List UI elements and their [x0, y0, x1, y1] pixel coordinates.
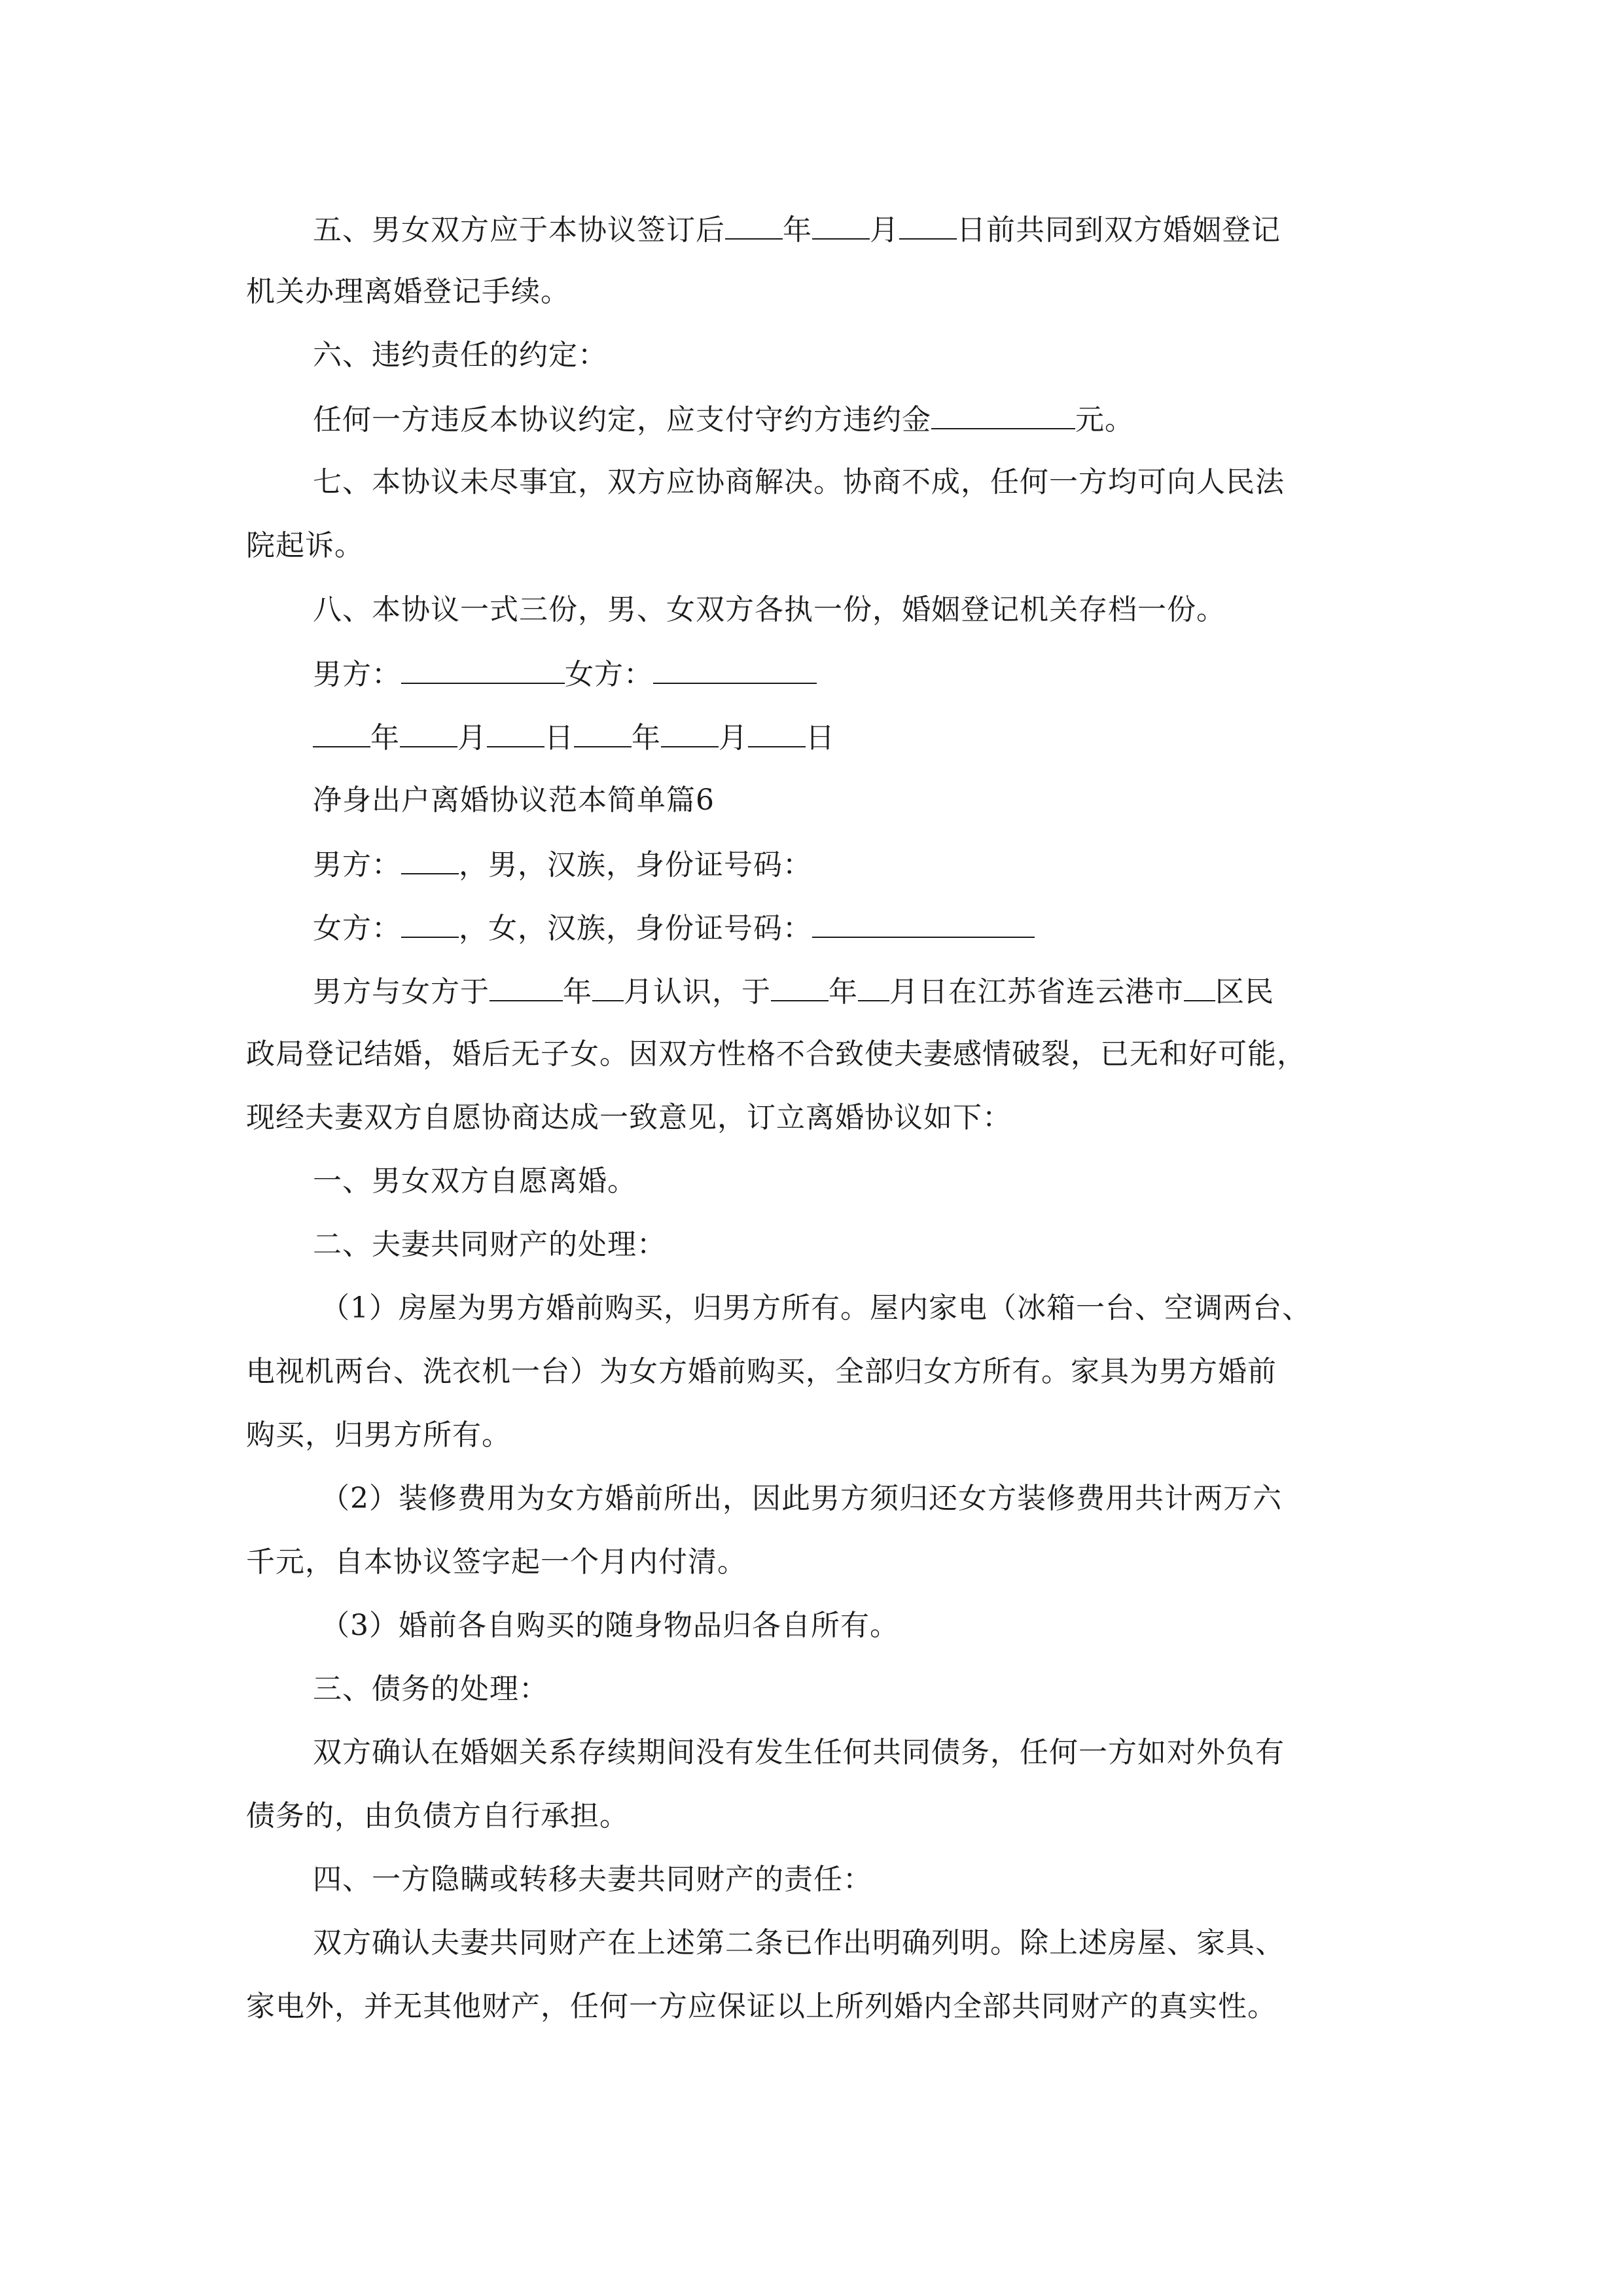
year-blank[interactable]	[574, 717, 632, 747]
clause-7-line-1	[313, 463, 1285, 502]
text: 年	[563, 975, 592, 1009]
text: 净身出户离婚协议范本简单篇6	[313, 783, 715, 817]
text: 日	[806, 721, 835, 755]
item-4-heading	[313, 1860, 872, 1899]
clause-6-heading	[313, 336, 607, 375]
item-3-body-line-1	[313, 1733, 1285, 1772]
day-blank[interactable]	[899, 209, 957, 240]
text: 债务的，由负债方自行承担。	[246, 1799, 629, 1833]
text: 月	[870, 213, 899, 247]
female-party-line	[313, 908, 1035, 947]
meet-year-blank[interactable]	[490, 971, 563, 1001]
text: 年	[783, 213, 812, 247]
text: 年	[370, 721, 400, 755]
text: （1）房屋为男方婚前购买，归男方所有。屋内家电（冰箱一台、空调两台、	[321, 1291, 1311, 1325]
text: 千元，自本协议签字起一个月内付清。	[246, 1545, 747, 1579]
section-title	[313, 781, 715, 820]
text: 女方：	[565, 658, 653, 691]
item-3-body-line-2	[246, 1797, 629, 1836]
text: 家电外，并无其他财产，任何一方应保证以上所列婚内全部共同财产的真实性。	[246, 1990, 1277, 2023]
text: 双方确认在婚姻关系存续期间没有发生任何共同债务，任何一方如对外负有	[313, 1736, 1285, 1769]
year-blank[interactable]	[313, 717, 370, 747]
month-blank[interactable]	[400, 717, 457, 747]
text: 年	[632, 721, 661, 755]
clause-6-body	[313, 399, 1134, 439]
item-3-heading	[313, 1670, 548, 1709]
item-2-1-line-3	[246, 1416, 511, 1455]
text: 政局登记结婚，婚后无子女。因双方性格不合致使夫妻感情破裂，已无和好可能，	[246, 1037, 1306, 1071]
text: （2）装修费用为女方婚前所出，因此男方须归还女方装修费用共计两万六	[321, 1482, 1282, 1515]
text: 三、债务的处理：	[313, 1672, 548, 1706]
text: 日	[544, 721, 574, 755]
signature-date-line	[313, 717, 835, 757]
signature-line	[313, 654, 817, 693]
item-2-1-line-2	[246, 1352, 1277, 1391]
item-2-2-line-1	[321, 1479, 1282, 1518]
item-2-1-line-1	[321, 1289, 1311, 1328]
text: 男方与女方于	[313, 975, 490, 1009]
intro-line-1	[313, 971, 1274, 1011]
female-id-blank[interactable]	[812, 908, 1035, 938]
text: 机关办理离婚登记手续。	[246, 275, 570, 308]
clause-7-line-2	[246, 526, 364, 565]
text: 购买，归男方所有。	[246, 1418, 511, 1452]
item-4-body-line-1	[313, 1924, 1285, 1963]
text: 女方：	[313, 912, 401, 945]
text: ，男，汉族，身份证号码：	[459, 848, 812, 882]
item-2-2-line-2	[246, 1543, 747, 1582]
text: 一、男女双方自愿离婚。	[313, 1164, 637, 1198]
day-blank[interactable]	[748, 717, 806, 747]
text: 电视机两台、洗衣机一台）为女方婚前购买，全部归女方所有。家具为男方婚前	[246, 1355, 1277, 1388]
district-blank[interactable]	[1184, 971, 1215, 1001]
text: 二、夫妻共同财产的处理：	[313, 1228, 666, 1261]
text: 年	[829, 975, 858, 1009]
item-2-3	[321, 1606, 899, 1645]
text: 院起诉。	[246, 529, 364, 562]
text: 男方：	[313, 848, 401, 882]
text: 六、违约责任的约定：	[313, 338, 607, 372]
marriage-month-blank[interactable]	[858, 971, 889, 1001]
month-blank[interactable]	[812, 209, 870, 240]
text: 日前共同到双方婚姻登记	[957, 213, 1281, 247]
male-name-blank[interactable]	[401, 844, 459, 874]
text: 现经夫妻双方自愿协商达成一致意见，订立离婚协议如下：	[246, 1101, 1012, 1134]
text: 任何一方违反本协议约定，应支付守约方违约金	[313, 403, 931, 437]
text: 四、一方隐瞒或转移夫妻共同财产的责任：	[313, 1863, 872, 1896]
clause-8	[313, 590, 1226, 630]
text: 元。	[1075, 403, 1134, 437]
clause-5-line-2	[246, 272, 570, 312]
text: 区民	[1215, 975, 1274, 1009]
clause-5-line-1	[313, 209, 1281, 249]
month-blank[interactable]	[661, 717, 719, 747]
female-name-blank[interactable]	[401, 908, 459, 938]
item-1	[313, 1162, 637, 1201]
penalty-amount-blank[interactable]	[931, 399, 1075, 429]
text: 七、本协议未尽事宜，双方应协商解决。协商不成，任何一方均可向人民法	[313, 465, 1285, 499]
text: 月日在江苏省连云港市	[889, 975, 1184, 1009]
text: 月	[719, 721, 748, 755]
text: ，女，汉族，身份证号码：	[459, 912, 812, 945]
text: （3）婚前各自购买的随身物品归各自所有。	[321, 1609, 899, 1642]
meet-month-blank[interactable]	[592, 971, 624, 1001]
text: 月认识，于	[624, 975, 771, 1009]
text: 男方：	[313, 658, 401, 691]
female-signature-blank[interactable]	[653, 654, 817, 684]
male-signature-blank[interactable]	[401, 654, 565, 684]
day-blank[interactable]	[487, 717, 544, 747]
text: 五、男女双方应于本协议签订后	[313, 213, 725, 247]
item-2-heading	[313, 1225, 666, 1265]
item-4-body-line-2	[246, 1987, 1277, 2026]
intro-line-3	[246, 1098, 1012, 1138]
male-party-line	[313, 844, 812, 884]
text: 月	[457, 721, 487, 755]
text: 八、本协议一式三份，男、女双方各执一份，婚姻登记机关存档一份。	[313, 593, 1226, 626]
year-blank[interactable]	[725, 209, 783, 240]
marriage-year-blank[interactable]	[771, 971, 829, 1001]
intro-line-2	[246, 1035, 1306, 1074]
text: 双方确认夫妻共同财产在上述第二条已作出明确列明。除上述房屋、家具、	[313, 1926, 1285, 1960]
